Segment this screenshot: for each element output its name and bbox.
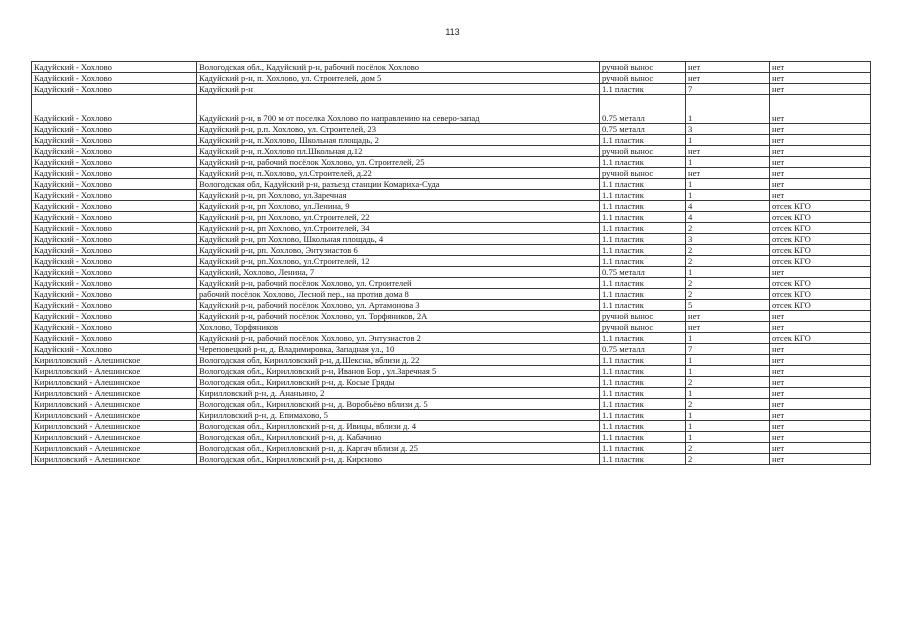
district-cell: Кадуйский - Хохлово: [32, 212, 197, 223]
container-type-cell: 1.1 пластик: [600, 84, 686, 95]
table-row: [32, 322, 871, 333]
table-row: [32, 157, 871, 168]
kgo-cell: нет: [770, 388, 871, 399]
district-cell: Кирилловский - Алешинское: [32, 410, 197, 421]
container-type-cell: 1.1 пластик: [600, 157, 686, 168]
address-cell: Вологодская обл., Кирилловский р-н, Иванов Бор , ул.Заречная 5: [197, 366, 600, 377]
table-row: [32, 289, 871, 300]
kgo-cell: нет: [770, 344, 871, 355]
container-count-cell: 1: [686, 421, 770, 432]
container-count-cell: 3: [686, 234, 770, 245]
container-count-cell: нет: [686, 73, 770, 84]
container-count-cell: 3: [686, 124, 770, 135]
address-cell: Кадуйский р-н, р.п. Хохлово, ул. Строителей, 23: [197, 124, 600, 135]
kgo-cell: отсек КГО: [770, 234, 871, 245]
container-type-cell: 1.1 пластик: [600, 432, 686, 443]
district-cell: Кадуйский - Хохлово: [32, 267, 197, 278]
container-type-cell: 1.1 пластик: [600, 454, 686, 465]
container-type-cell: 1.1 пластик: [600, 135, 686, 146]
kgo-cell: отсек КГО: [770, 201, 871, 212]
district-cell: Кадуйский - Хохлово: [32, 245, 197, 256]
kgo-cell: отсек КГО: [770, 278, 871, 289]
district-cell: Кадуйский - Хохлово: [32, 179, 197, 190]
table-row: [32, 124, 871, 135]
table-row: [32, 146, 871, 157]
kgo-cell: нет: [770, 322, 871, 333]
kgo-cell: нет: [770, 146, 871, 157]
district-cell: Кадуйский - Хохлово: [32, 124, 197, 135]
address-cell: рабочий посёлок Хохлово, Лесной пер., на против дома 8: [197, 289, 600, 300]
table-row: [32, 311, 871, 322]
district-cell: Кирилловский - Алешинское: [32, 454, 197, 465]
kgo-cell: нет: [770, 311, 871, 322]
table-row: [32, 84, 871, 95]
table-row: [32, 410, 871, 421]
container-count-cell: 2: [686, 399, 770, 410]
table-row: [32, 245, 871, 256]
kgo-cell: нет: [770, 410, 871, 421]
district-cell: Кадуйский - Хохлово: [32, 62, 197, 73]
container-type-cell: 0.75 металл: [600, 124, 686, 135]
container-count-cell: 7: [686, 344, 770, 355]
address-cell: Кадуйский р-н, рп Хохлово, ул.Строителей, 34: [197, 223, 600, 234]
container-type-cell: 1.1 пластик: [600, 234, 686, 245]
container-type-cell: 1.1 пластик: [600, 300, 686, 311]
container-count-cell: 5: [686, 300, 770, 311]
container-type-cell: 1.1 пластик: [600, 289, 686, 300]
container-type-cell: ручной вынос: [600, 168, 686, 179]
container-type-cell: 1.1 пластик: [600, 179, 686, 190]
address-cell: Кадуйский р-н, п. Хохлово, ул. Строителей, дом 5: [197, 73, 600, 84]
district-cell: Кадуйский - Хохлово: [32, 256, 197, 267]
container-count-cell: 2: [686, 223, 770, 234]
address-cell: Кадуйский р-н: [197, 84, 600, 95]
address-cell: Кадуйский р-н, рп Хохлово, ул.Ленина, 9: [197, 201, 600, 212]
district-cell: Кадуйский - Хохлово: [32, 157, 197, 168]
table-row: [32, 388, 871, 399]
container-type-cell: 1.1 пластик: [600, 245, 686, 256]
container-count-cell: нет: [686, 168, 770, 179]
container-count-cell: 1: [686, 157, 770, 168]
district-cell: Кирилловский - Алешинское: [32, 388, 197, 399]
container-type-cell: 1.1 пластик: [600, 366, 686, 377]
container-type-cell: 1.1 пластик: [600, 399, 686, 410]
district-cell: Кадуйский - Хохлово: [32, 201, 197, 212]
container-type-cell: 1.1 пластик: [600, 278, 686, 289]
container-count-cell: 2: [686, 454, 770, 465]
table-row: [32, 190, 871, 201]
container-type-cell: 0.75 металл: [600, 95, 686, 124]
table-row: [32, 443, 871, 454]
table-row: [32, 333, 871, 344]
container-type-cell: 1.1 пластик: [600, 201, 686, 212]
container-type-cell: 1.1 пластик: [600, 333, 686, 344]
table-row: [32, 201, 871, 212]
table-row: [32, 432, 871, 443]
address-cell: Вологодская обл., Кирилловский р-н, д. Косые Гряды: [197, 377, 600, 388]
district-cell: Кадуйский - Хохлово: [32, 344, 197, 355]
table-row: [32, 223, 871, 234]
table-row: [32, 366, 871, 377]
district-cell: Кирилловский - Алешинское: [32, 399, 197, 410]
table-row: [32, 168, 871, 179]
container-count-cell: 2: [686, 377, 770, 388]
address-cell: Вологодская обл, Кадуйский р-н, разъезд станции Комариха-Суда: [197, 179, 600, 190]
table-row: [32, 267, 871, 278]
kgo-cell: нет: [770, 168, 871, 179]
address-cell: Вологодская обл., Кадуйский р-н, рабочий посёлок Хохлово: [197, 62, 600, 73]
container-count-cell: нет: [686, 322, 770, 333]
container-count-cell: нет: [686, 62, 770, 73]
container-type-cell: ручной вынос: [600, 311, 686, 322]
container-count-cell: 7: [686, 84, 770, 95]
address-cell: Кадуйский р-н, в 700 м от поселка Хохлово по направлению на северо-запад: [197, 95, 600, 124]
table-row: [32, 212, 871, 223]
container-type-cell: 1.1 пластик: [600, 443, 686, 454]
address-cell: Хохлово, Торфяников: [197, 322, 600, 333]
kgo-cell: отсек КГО: [770, 212, 871, 223]
district-cell: Кирилловский - Алешинское: [32, 355, 197, 366]
kgo-cell: нет: [770, 432, 871, 443]
container-count-cell: 1: [686, 95, 770, 124]
district-cell: Кадуйский - Хохлово: [32, 333, 197, 344]
district-cell: Кирилловский - Алешинское: [32, 443, 197, 454]
container-type-cell: 1.1 пластик: [600, 377, 686, 388]
address-cell: Кадуйский, Хохлово, Ленина, 7: [197, 267, 600, 278]
district-cell: Кадуйский - Хохлово: [32, 168, 197, 179]
district-cell: Кадуйский - Хохлово: [32, 135, 197, 146]
district-cell: Кадуйский - Хохлово: [32, 289, 197, 300]
container-count-cell: 4: [686, 212, 770, 223]
container-type-cell: 1.1 пластик: [600, 388, 686, 399]
address-cell: Кадуйский р-н, п.Хохлово пл.Школьная д.12: [197, 146, 600, 157]
kgo-cell: нет: [770, 443, 871, 454]
table-row: [32, 179, 871, 190]
container-count-cell: 1: [686, 267, 770, 278]
district-cell: Кадуйский - Хохлово: [32, 146, 197, 157]
address-cell: Вологодская обл, Кирилловский р-н, д.Шексна, вблизи д. 22: [197, 355, 600, 366]
container-count-cell: нет: [686, 146, 770, 157]
container-type-cell: ручной вынос: [600, 146, 686, 157]
kgo-cell: нет: [770, 366, 871, 377]
kgo-cell: нет: [770, 190, 871, 201]
address-cell: Вологодская обл., Кирилловский р-н, д. Воробьёво вблизи д. 5: [197, 399, 600, 410]
kgo-cell: нет: [770, 135, 871, 146]
page-number: 113: [445, 27, 460, 37]
container-count-cell: 1: [686, 355, 770, 366]
kgo-cell: нет: [770, 355, 871, 366]
kgo-cell: нет: [770, 179, 871, 190]
address-cell: Кадуйский р-н, рабочий посёлок Хохлово, ул. Торфяников, 2А: [197, 311, 600, 322]
registry-table: [31, 61, 871, 465]
address-cell: Вологодская обл., Кирилловский р-н, д. Кирсново: [197, 454, 600, 465]
container-count-cell: 2: [686, 443, 770, 454]
address-cell: Вологодская обл., Кирилловский р-н, д. Ивицы, вблизи д. 4: [197, 421, 600, 432]
container-count-cell: 1: [686, 410, 770, 421]
container-type-cell: 1.1 пластик: [600, 212, 686, 223]
district-cell: Кадуйский - Хохлово: [32, 234, 197, 245]
address-cell: Кадуйский р-н, рп.Хохлово, ул.Строителей, 12: [197, 256, 600, 267]
address-cell: Кирилловский р-н, д. Епимахово, 5: [197, 410, 600, 421]
district-cell: Кадуйский - Хохлово: [32, 278, 197, 289]
address-cell: Кадуйский р-н, рабочий посёлок Хохлово, ул. Строителей, 25: [197, 157, 600, 168]
address-cell: Кадуйский р-н, рп Хохлово, ул.Заречная: [197, 190, 600, 201]
district-cell: Кадуйский - Хохлово: [32, 73, 197, 84]
container-count-cell: 1: [686, 366, 770, 377]
container-type-cell: 1.1 пластик: [600, 410, 686, 421]
container-count-cell: 4: [686, 201, 770, 212]
address-cell: Вологодская обл., Кирилловский р-н, д. Кабачино: [197, 432, 600, 443]
kgo-cell: отсек КГО: [770, 256, 871, 267]
kgo-cell: нет: [770, 267, 871, 278]
kgo-cell: нет: [770, 73, 871, 84]
address-cell: Кадуйский р-н, рабочий посёлок Хохлово, ул. Строителей: [197, 278, 600, 289]
kgo-cell: нет: [770, 377, 871, 388]
address-cell: Кадуйский р-н, п.Хохлово, ул.Строителей, д.22: [197, 168, 600, 179]
district-cell: Кадуйский - Хохлово: [32, 300, 197, 311]
district-cell: Кирилловский - Алешинское: [32, 366, 197, 377]
kgo-cell: нет: [770, 84, 871, 95]
container-count-cell: 1: [686, 179, 770, 190]
kgo-cell: отсек КГО: [770, 300, 871, 311]
container-type-cell: ручной вынос: [600, 62, 686, 73]
container-type-cell: 1.1 пластик: [600, 355, 686, 366]
kgo-cell: нет: [770, 454, 871, 465]
address-cell: Кадуйский р-н, рп. Хохлово, Энтузиастов 6: [197, 245, 600, 256]
container-type-cell: 1.1 пластик: [600, 190, 686, 201]
container-count-cell: нет: [686, 311, 770, 322]
kgo-cell: нет: [770, 421, 871, 432]
container-count-cell: 1: [686, 333, 770, 344]
district-cell: Кирилловский - Алешинское: [32, 421, 197, 432]
container-type-cell: 1.1 пластик: [600, 421, 686, 432]
container-type-cell: 0.75 металл: [600, 344, 686, 355]
container-type-cell: 1.1 пластик: [600, 223, 686, 234]
table-row: [32, 234, 871, 245]
district-cell: Кадуйский - Хохлово: [32, 84, 197, 95]
table-row: [32, 344, 871, 355]
container-type-cell: 0.75 металл: [600, 267, 686, 278]
container-count-cell: 2: [686, 245, 770, 256]
container-type-cell: ручной вынос: [600, 73, 686, 84]
kgo-cell: нет: [770, 62, 871, 73]
table-row: [32, 399, 871, 410]
kgo-cell: отсек КГО: [770, 333, 871, 344]
kgo-cell: отсек КГО: [770, 223, 871, 234]
address-cell: Кадуйский р-н, рп Хохлово, ул.Строителей, 22: [197, 212, 600, 223]
container-count-cell: 2: [686, 278, 770, 289]
registry-table-body: [32, 62, 871, 465]
address-cell: Кадуйский р-н, рп Хохлово, Школьная площадь, 4: [197, 234, 600, 245]
table-row: [32, 278, 871, 289]
table-row: [32, 421, 871, 432]
district-cell: Кадуйский - Хохлово: [32, 95, 197, 124]
container-type-cell: ручной вынос: [600, 322, 686, 333]
address-cell: Вологодская обл., Кирилловский р-н, д. Каргач вблизи д. 25: [197, 443, 600, 454]
container-count-cell: 1: [686, 432, 770, 443]
table-row: [32, 135, 871, 146]
table-row: [32, 300, 871, 311]
container-type-cell: 1.1 пластик: [600, 256, 686, 267]
container-count-cell: 1: [686, 388, 770, 399]
address-cell: Кирилловский р-н, д. Ананьино, 2: [197, 388, 600, 399]
kgo-cell: нет: [770, 157, 871, 168]
kgo-cell: нет: [770, 399, 871, 410]
district-cell: Кадуйский - Хохлово: [32, 190, 197, 201]
district-cell: Кадуйский - Хохлово: [32, 322, 197, 333]
district-cell: Кадуйский - Хохлово: [32, 311, 197, 322]
table-row: [32, 62, 871, 73]
container-count-cell: 1: [686, 190, 770, 201]
table-row: [32, 377, 871, 388]
address-cell: Кадуйский р-н, рабочий посёлок Хохлово, ул. Артамонова 3: [197, 300, 600, 311]
address-cell: Кадуйский р-н, п.Хохлово, Школьная площадь, 2: [197, 135, 600, 146]
kgo-cell: нет: [770, 95, 871, 124]
table-row: [32, 355, 871, 366]
district-cell: Кирилловский - Алешинское: [32, 377, 197, 388]
district-cell: Кадуйский - Хохлово: [32, 223, 197, 234]
district-cell: Кирилловский - Алешинское: [32, 432, 197, 443]
kgo-cell: отсек КГО: [770, 289, 871, 300]
container-count-cell: 2: [686, 289, 770, 300]
address-cell: Череповецкий р-н, д. Владимировка, Западная ул., 10: [197, 344, 600, 355]
kgo-cell: отсек КГО: [770, 245, 871, 256]
container-count-cell: 2: [686, 256, 770, 267]
kgo-cell: нет: [770, 124, 871, 135]
table-row: [32, 95, 871, 124]
container-count-cell: 1: [686, 135, 770, 146]
table-row: [32, 73, 871, 84]
table-row: [32, 454, 871, 465]
address-cell: Кадуйский р-н, рабочий посёлок Хохлово, ул. Энтузиастов 2: [197, 333, 600, 344]
table-row: [32, 256, 871, 267]
